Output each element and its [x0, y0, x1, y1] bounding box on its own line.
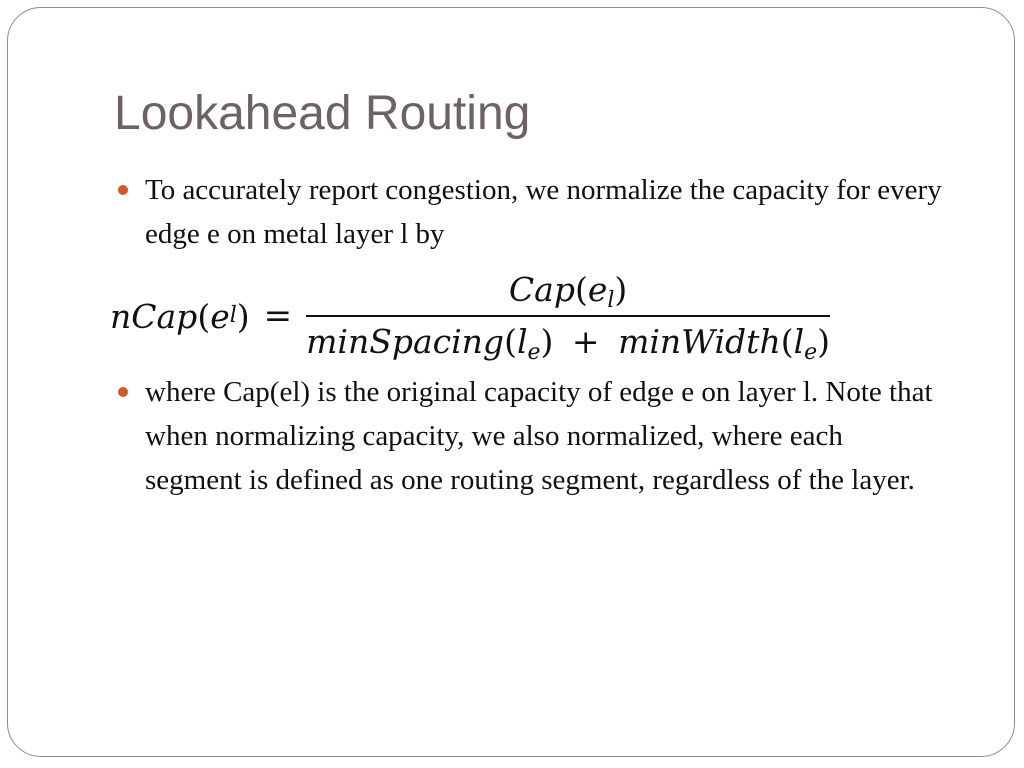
normalized-capacity-formula	[110, 268, 830, 364]
bullet-item	[145, 168, 945, 256]
formula-den-term2-name: minWidth	[618, 322, 781, 361]
formula-plus: +	[571, 322, 600, 361]
formula-denominator	[306, 317, 831, 365]
formula-paren: (	[780, 322, 794, 361]
formula-fraction	[306, 270, 831, 365]
formula-paren: )	[540, 322, 554, 361]
formula-num-name: Cap	[508, 270, 575, 309]
formula-lhs: nCap ( e l )	[110, 296, 250, 336]
formula-paren: (	[197, 296, 211, 336]
slide-title: Lookahead Routing	[114, 87, 531, 140]
formula-lhs-arg: e	[210, 296, 230, 336]
formula-equals: =	[263, 296, 293, 336]
formula-den-term1-name: minSpacing	[306, 322, 505, 361]
bullet-dot-icon	[118, 387, 128, 397]
formula-num-sub: l	[607, 288, 615, 313]
bullet-text: To accurately report congestion, we normalize the capacity for every edge e on metal layer l by	[145, 174, 942, 250]
bullet-text: where Cap(el) is the original capacity of edge e on layer l. Note that when normalizing capacity, we also normalized, where each segment is defined as one routing segment, regardless of the layer.	[145, 376, 933, 496]
formula-paren: )	[817, 322, 831, 361]
bullet-dot-icon	[118, 185, 128, 195]
formula-paren: )	[236, 296, 250, 336]
bullet-item	[145, 370, 945, 502]
formula-paren: (	[574, 270, 588, 309]
formula-den-term2-arg: l	[793, 322, 805, 361]
formula-numerator	[507, 271, 629, 315]
formula-den-term1-arg: l	[516, 322, 528, 361]
formula-paren: )	[614, 270, 628, 309]
formula-paren: (	[504, 322, 517, 361]
formula-lhs-name: nCap	[110, 296, 198, 336]
formula-num-arg: e	[587, 270, 608, 309]
formula-den-term1-sub: e	[527, 340, 541, 365]
formula-den-term2-sub: e	[804, 340, 818, 365]
